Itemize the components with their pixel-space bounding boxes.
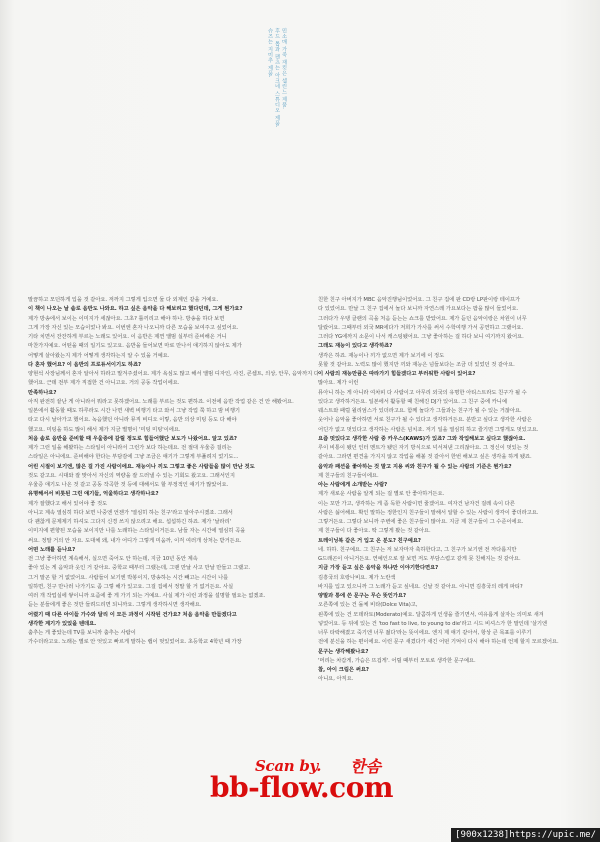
interview-question-line: 처음 솔로 음반을 준비할 때 우울증에 갈릴 정도로 힘들어했단 보도가 나왔어요. 알고 있죠? <box>28 435 237 442</box>
caption-line: 슈즈는 지미추 제품. <box>267 28 273 78</box>
interview-question-line: 트레이닝복 같은 거 입고 온 분도? 친구예요? <box>318 537 421 544</box>
interview-answer-line: 그게 가장 자신 있는 모습이었나 봐요. 이번엔 혼자 나오니까 다른 모습을 보여주고 싶었어요. <box>28 324 239 331</box>
interview-answer-line: 제가 새로운 사람을 알게 되는 걸 별로 안 좋아하거든요. <box>318 491 445 498</box>
interview-question-line: 아는 사람에게 소개받는 사람? <box>318 482 388 488</box>
interview-answer-line: 달랐어요. 그때부터 외국 MR에다가 저희가 가사를 써서 수학여행 가서 공연하고 그랬어요. <box>318 324 524 331</box>
interview-answer-line: 넣었어요. 등 뒤에 있는 건 'too fast to live, to young to die'라고 시드 비셔스가 한 말인데 '살기엔 <box>318 620 548 627</box>
interview-answer-line: 웃어나 음악을 좋아하면 서로 친구가 될 수 있다고 생각하거든요. 분반고 싶다고 생각한 사람은 <box>318 417 532 424</box>
interview-answer-line: 제 친구들의 친구들이에요. <box>318 472 379 479</box>
interview-answer-line: 사람은 싫어해요. 확인 말하는 정한인지 친구들이 말해서 알할 수 있는 사람이 생각이 좋더라고요. <box>318 509 539 516</box>
interview-answer-line: 아니요, 아직요. <box>318 676 354 683</box>
interview-answer-line: 뮤아니 하는 게 아니라 여차피 다 사람이고 아무리 외국의 유명한 아티스트라도 친구가 될 수 <box>318 389 527 396</box>
caption-line: 후드 톱과 팬츠는 아크네 스튜디오 제품. <box>274 28 280 128</box>
caption-line: 민소매 가죽 재킷은 셀린느 제품. <box>281 28 287 110</box>
interview-answer-line: 어떻게 살아왔는지 제가 어떻게 생각하는지 알 수 있을 거예요. <box>28 352 170 359</box>
interview-answer-line: 웨스트와 패럴 윌리엄스가 있더라고요. 함께 놀다가 그들과는 친구가 될 수 있는 거잖아요. <box>318 408 522 414</box>
interview-answer-line: 듣는 분들에게 좋은 것만 들려드리면 되니까요. 그렇게 생각하시면 생각해요. <box>28 602 202 609</box>
site-logo-text: bb-flow.com <box>210 771 394 804</box>
interview-answer-line: 제가 그런 일을 해봤하는 스타일이 아니라서 그런가 보다 하는데요. 전 절대 우울증 걸리는 <box>28 445 232 451</box>
photo-caption <box>262 28 288 238</box>
interview-answer-line: 스타일은 아니에요. 준비해야 한다는 부담감에 그냥 조금은 얘기가 그렇게 부풀려지 었기도... <box>28 454 239 461</box>
interview-question-line: 그래도 재능이 있다고 생각하죠? <box>318 343 393 350</box>
interview-question-line: 생각한 계기가 있었을 텐데요. <box>28 620 97 627</box>
interview-answer-line: 마찬가지예요. 어떤을 때의 일기도 있고요. 음반을 들어보면 마로 만나서 얘기하지 않아도 제가 <box>28 343 242 350</box>
interview-answer-line: '머리는 차갑게, 가슴은 뜨겁게'. 어릴 때부터 모토로 생각한 문구예요. <box>318 657 476 664</box>
interview-question-line: 요즘 멋있다고 생각한 사람 중 카우스(KAWS)가 있죠? 그와 작업해보고 싶다고 했잖아요. <box>318 435 526 442</box>
interview-answer-line: 제가 잘했다고 해서 있어야 좋 것도 <box>28 500 108 507</box>
interview-answer-line: 전에 분신을 하는 편이에요. 이런 문구 새겼다가 새긴 어떤 기억이 다시 해야 하는데 언제 할지 모르겠어요. <box>318 639 559 646</box>
interview-answer-line: 생각은 하죠. 재능이나 끼가 없으면 제가 보기에 이 정도 <box>318 352 445 359</box>
interview-answer-line: 타고 다시 날아가고 했어요. 녹음했던 아니라 뮤직 비디오 이렇, 음반 의상 미팅 등도 다 해야 <box>28 417 237 424</box>
interview-answer-line: 써요. 정말 거의 안 자요. 도대체 왜, 내가 어디가 그렇게 미움까, 이걱 여러개 상처는 받거든요. <box>28 537 242 544</box>
interview-answer-line: 했어요. 근데 전부 제가 직접한 건 아니고요. 거의 공동 작업이에요. <box>28 380 180 387</box>
interview-answer-line: 그렇거든요. 그렇다 보니까 주변에 좋은 친구들이 많아요. 지금 제 친구들이 그 수준이에요. <box>318 519 524 525</box>
interview-answer-line: 말끔하고 모던하게 입을 것 같아요. 저까지 그렇게 입으면 둘 다 외계인 같을 거예요. <box>28 297 219 303</box>
interview-question-line: 만족하나요? <box>28 389 57 396</box>
interview-answer-line: 가수더라고요. 노래는 별로 안 엇있고 빠르게 말하는 랩이 멋있었어요. 초등학교 4학년 때 가장 <box>28 639 242 646</box>
interview-answer-line: 일본에서 활동할 때도 하루라도 시간 나면 새벽 비행기 타고 와서 그냥 작업 쭉 하고 밤 비행기 <box>28 408 240 414</box>
interview-answer-line: 양현석 사장님께서 혼자 알아서 하라고 말겨주셨어요. 제가 욕심도 많고 해서 앨범 디자인, 사진, 콘셉트, 의상, 안무, 음악까지 다 <box>28 371 319 377</box>
interview-answer-line: 친한 친구 아버지가 MBC 음악진행님이었어요. 그 친구 집에 판 CD랑 LP판이랑 테이프가 <box>318 297 521 303</box>
interview-answer-line: 있다고 생각하거든요. 일본에서 활동할 때 친해진 DJ가 있어요. 그 친구 중에 카니예 <box>318 398 507 405</box>
interview-answer-line: 많아요. 제가 이런 <box>318 380 359 387</box>
interview-answer-line: 제 친구들이 다 좋아요. 딱 그렇게 봤는 것 같아요. <box>318 528 431 535</box>
scan-by-text: Scan by. <box>255 757 322 775</box>
interview-answer-line: 이는 꼬만 가고, 생각하는 게 좀 독한 사람이면 줄겠어요. 여자건 남자건 걸레 속이 다른 <box>318 500 515 507</box>
interview-answer-line: 했고요. 미팅을 하도 많이 해서 제가 지금 별명이 '미팅 미팅'이에요. <box>28 426 181 433</box>
interview-answer-line: 어딘가 없고 멋있다고 생각하는 사람은 넘치죠. 저기 일을 열심히 하고 즐기면 그렇게도 멋있고요. <box>318 426 539 433</box>
interview-answer-line: 왼쪽에 있는 건 모데라토(Moderato)예요. 달콤하게 인생을 즐기면서, 여유롭게 살자는 의미로 새겨 <box>318 611 544 618</box>
interview-answer-line: 다 괜찮게 문제제기 하셔도 그다지 신경 쓰지 않으려고 해요. 섭섭하긴 하죠. 제가 '날라리' <box>28 519 232 525</box>
interview-question-line: 어린 시절이 보기엔, 많은 걸 가진 사람이에요. 재능이나 끼도 그렇고 좋은 사람들을 많이 만난 것도 <box>28 463 255 470</box>
interview-answer-line: 네. 하하. 친구예요. 그 친구는 저 보자마자 축하한다고, 그 친구가 보기엔 전 까다롭지만 <box>318 546 517 553</box>
scan-watermark <box>210 757 400 817</box>
interview-answer-line: 아니고 계속 열심히 하다 보면 나중엔 언젠가 '열심히 하는 친구'라고 알아주시겠죠. 그래서 <box>28 509 233 516</box>
scanner-signature: 한솜 <box>350 757 381 776</box>
interview-question-line: 다 혼자 했어요? 이 음반의 프로듀서이기도 하죠? <box>28 361 142 368</box>
interview-answer-line: 좋아 있는 게 음악과 옷인 거 같아요. 중학교 때부터 그랬는데, 그땐 만날 사고 만날 만들고 그랬고. <box>28 565 250 572</box>
interview-question-line: 어떤 노래를 듣나요? <box>28 546 76 553</box>
interview-question-line: 지금 가장 듣고 싶은 음악을 하냐만 이야기한다면요? <box>318 565 439 572</box>
interview-answer-line: 일하면, 친구 만나러 나가기도 좀 그렇 해가 있고요. 그걸 집에서 정말 할 거 없거든요. 사실 <box>28 583 234 590</box>
interview-question-line: 문구는 생각해봤나요? <box>318 648 369 655</box>
interview-question-line: 참, 아이 크림은 써요? <box>318 667 369 673</box>
interview-answer-line: 그러다 YG에까지 소문이 나서 캐스팅됐어요. 그냥 좋아하는 걸 하다 보니 여기까지 왔어요. <box>318 334 524 340</box>
interview-answer-line: 루이 비통이 됐던 인터 멘트가 됐던 자기 방식으로 넉서져낸 그리잖아요. 그 정신이 멋있는 것 <box>318 445 529 451</box>
interview-answer-line: 그거 말곤 할 거 없었어요. 사람들이 보기엔 박봉이지, 방송하는 시간 빼고는 시간이 나를 <box>28 574 229 581</box>
interview-answer-line: 같아요. 그라면 편견을 가지지 않고 작업을 해볼 것 같아서 한번 해보고 싶은 생각을 하게 됐죠. <box>318 454 532 461</box>
interview-question-line: 이 책이 나오는 날 솔로 음반도 나와요. 하고 싶은 음악을 다 해보려고 했다던데, 그게 뭔가요? <box>28 306 243 313</box>
interview-answer-line: G드래곤이 아니거든요. 연예인으로 잘 보면 저도 부담스럽고 같게 못 친해지는 것 같아요. <box>318 556 521 562</box>
interview-answer-line: 다 있었어요. 만날 그 친구 집에서 놀다 보니까 자연스레 가요보다는 팝을 많이 들었어요. <box>318 306 519 313</box>
interview-answer-line: 오른쪽에 있는 건 돌체 비타(Dolce Vita)고, <box>318 602 418 609</box>
interview-question-line: 어렸기 때 다른 아이들 가수와 달리 이 모든 과정이 시작된 건가요? 처음 음악을 만들겠다고 <box>28 611 237 618</box>
interview-answer-line: 여러 개 작업실에 쌓이니까 요즘에 좋 게 가기 되는 거예요. 사실 제가 이런 과정을 설명할 필요는 없겠죠. <box>28 593 266 599</box>
interview-answer-line: 우울증 얘기도 나온 것 같고 공동 작곡한 것 등에 대해서도 할 부정적인 얘기가 많았어요. <box>28 482 229 488</box>
interview-question-line: 양말과 통에 쓴 문구는 무슨 뜻인가요? <box>318 593 406 599</box>
article-left-column <box>28 296 319 648</box>
interview-answer-line: 김흥국의 호랑나비요. 제가 노란색 <box>318 574 396 581</box>
interview-answer-line: 그러다가 우탱 클랜의 곡을 처음 듣는는 쇼크를 받았어요. 제가 듣던 음악이랑은 차원이 너무 <box>318 315 527 322</box>
interview-answer-line: 전 그냥 좋아하면 계속해서, 실으면 죽어도 안 하는데, 지금 10년 동안 계속 <box>28 556 198 562</box>
interview-answer-line: 기타 치면서 잔잔하게 부르는 노래도 있어요. 이 음반은 제껀 앨범 실부터 준비해온 거니 <box>28 334 227 340</box>
article-right-column <box>318 296 576 685</box>
interview-question-line: 음악과 패션을 좋아하는 것 말고 지용 씨와 친구가 될 수 있는 사람의 기준은 뭔가요? <box>318 463 512 470</box>
interview-question-line: 이 사람의 재능만큼은 따라가기 힘들겠다고 부러워한 사람이 있어요? <box>318 371 476 377</box>
interview-answer-line: 춤추는 게 좋았는데 TV를 보니까 춤추는 사람이 <box>28 630 136 636</box>
interview-answer-line: 바지를 입고 있으니까 그 노래가 듣고 싶네요. 신날 것 같아요. 아니면 김흥국의 레게 파티? <box>318 583 523 590</box>
interview-answer-line: 제가 방송에서 보이는 이미지가 세잖아요. 그초? 틀끼리고 해야 하나. 방송을 하다 보면 <box>28 315 225 322</box>
interview-answer-line: 너무 타락해졌고 죽기엔 너무 젊다'라는 뜻이에요. 엔지 제 얘기 같아서, 항상 큰 목표를 이루기 <box>318 630 532 636</box>
interview-answer-line: 것도 같고요. 시대와 잘 맞아서 자신의 역량을 잘 드러낼 수 있는 기회도 왔고요. 그래서인지 <box>28 472 235 479</box>
image-url-badge[interactable]: [900x1238]https://upic.me/ <box>451 828 600 842</box>
interview-answer-line: 이미지에 편향된 모습을 보이지만 나를 노래하는 스타일이거든요. 남들 자는 시간에 열심히 곡을 <box>28 528 246 535</box>
interview-answer-line: 못할 것 같아요. 노력도 많이 했지만 끼와 재능은 넘들보다는 조금 더 있었던 것 같아요. <box>318 361 515 368</box>
interview-answer-line: 아직 완전히 끝난 게 아니라서 뭐라고 못하겠어요. 노래를 부르는 것도 편하죠. 이전에 음반 작업 같은 건 안 해봤어요. <box>28 398 294 405</box>
interview-question-line: 유명해서서 비롯된 그런 얘기들, 억울하다고 생각하나요? <box>28 491 159 498</box>
